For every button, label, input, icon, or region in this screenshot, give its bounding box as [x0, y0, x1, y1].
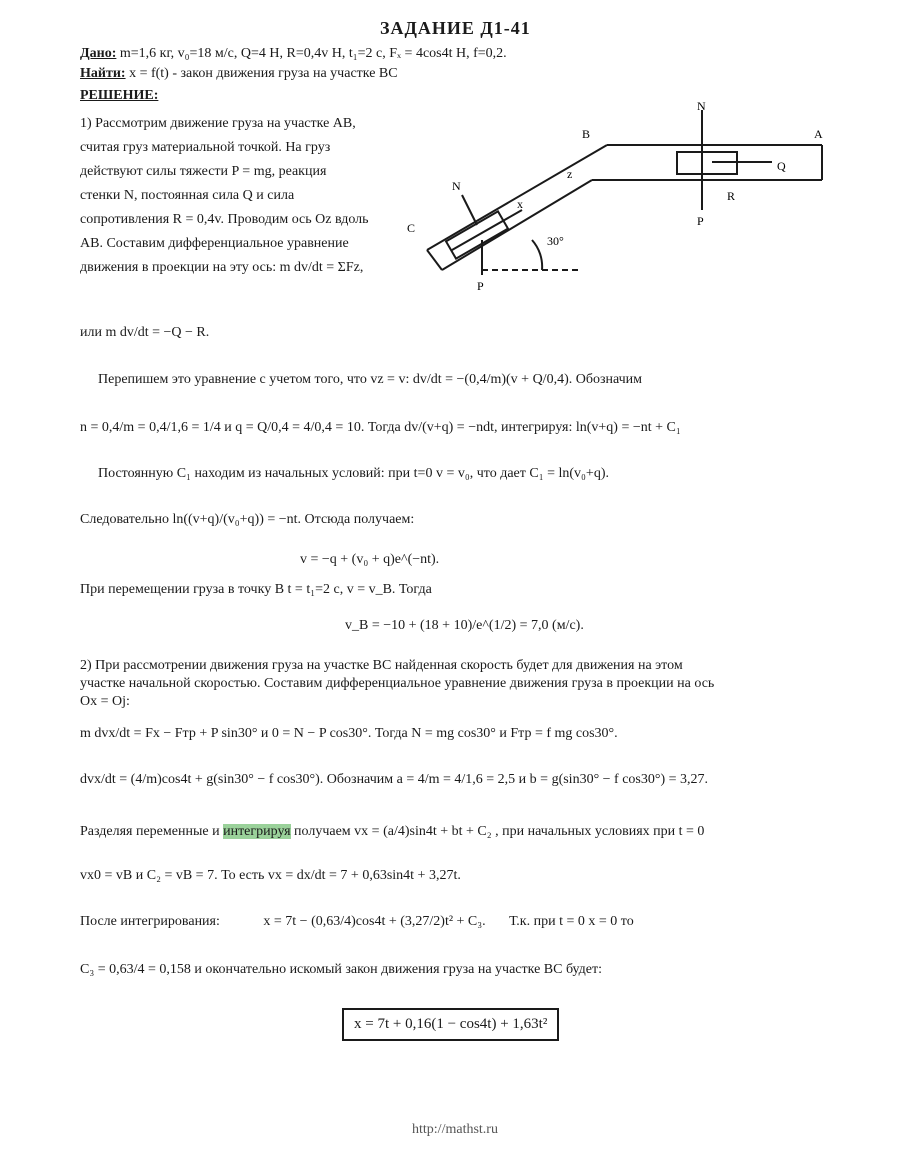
eq-motion2: m dvx/dt = Fx − Fтр + P sin30° и 0 = N − P cos30°. Тогда N = mg cos30° и Fтр = f mg cos30°.	[80, 726, 618, 741]
eq-c2: vx0 = vB и C₂ = vB = 7. То есть vx = dx/dt = 7 + 0,63sin4t + 3,27t.	[80, 868, 461, 883]
label-p-top: P	[697, 214, 704, 228]
eq-after-mid: x = 7t − (0,63/4)cos4t + (3,27/2)t² + C₃.	[263, 914, 486, 929]
label-a: A	[814, 127, 823, 141]
eq-integrate-line	[80, 824, 704, 840]
incline-figure	[382, 100, 832, 315]
incline-end-line	[427, 250, 442, 270]
find-label: Найти:	[80, 66, 126, 81]
given-line	[80, 46, 507, 62]
part1-paragraph: 1) Рассмотрим движение груза на участке AB, считая груз материальной точкой. На груз действуют силы тяжести P = mg, реакция стенки N, постоянная сила Q и сила сопротивления R = 0,4v. Проводим ось Oz вдоль AB. Составим дифференциальное уравнение движения в проекции на эту ось: m dv/dt = ΣFz,	[80, 116, 369, 275]
label-z: z	[567, 167, 573, 181]
label-angle: 30°	[547, 234, 564, 248]
footer-url: http://mathst.ru	[412, 1122, 498, 1137]
find-text: x = f(t) - закон движения груза на участке BC	[129, 66, 398, 81]
label-c: C	[407, 221, 416, 235]
find-line	[80, 66, 398, 82]
eq-v: v = −q + (v₀ + q)e^(−nt).	[300, 552, 440, 567]
eq-vb: v_B = −10 + (18 + 10)/e^(1/2) = 7,0 (м/с).	[345, 618, 584, 633]
eq-after-tail: Т.к. при t = 0 x = 0 то	[509, 914, 634, 929]
eq-hence: Следовательно ln((v+q)/(v₀+q)) = −nt. Отсюда получаем:	[80, 512, 415, 527]
eq-after-pre: После интегрирования:	[80, 914, 220, 929]
given-text: m=1,6 кг, v₀=18 м/с, Q=4 Н, R=0,4v Н, t₁=2 с, Fₓ = 4cos4t Н, f=0,2.	[119, 46, 507, 61]
part2-line1: 2) При рассмотрении движения груза на участке BC найденная скорость будет для движения на этом	[80, 658, 683, 673]
label-x: x	[517, 197, 523, 211]
incline-bottom-line	[442, 180, 592, 270]
label-n-incline: N	[452, 179, 461, 193]
page-title: ЗАДАНИЕ Д1-41	[380, 18, 531, 38]
eq-after-line	[80, 914, 634, 930]
eq-or: или m dv/dt = −Q − R.	[80, 325, 210, 340]
eq-define: n = 0,4/m = 0,4/1,6 = 1/4 и q = Q/0,4 = 4/0,4 = 10. Тогда dv/(v+q) = −ndt, интегрируя: ln(v+q) = −nt + C₁	[80, 420, 681, 435]
part2-line2: участке начальной скоростью. Составим дифференциальное уравнение движения груза в проекции на ось	[80, 676, 715, 691]
label-b: B	[582, 127, 591, 141]
given-label: Дано:	[80, 46, 117, 61]
eq-rewrite: Перепишем это уравнение с учетом того, что vz = v: dv/dt = −(0,4/m)(v + Q/0,4). Обозначим	[98, 372, 643, 387]
eq-integrate-post: получаем vx = (a/4)sin4t + bt + C₂ , при начальных условиях при t = 0	[294, 824, 705, 839]
eq-integrate-pre: Разделяя переменные и	[80, 824, 220, 839]
label-r: R	[727, 189, 736, 203]
highlighted-word: интегрируя	[223, 824, 291, 839]
label-n-top: N	[697, 100, 706, 113]
label-p-incline: P	[477, 279, 484, 293]
label-q: Q	[777, 159, 786, 173]
eq-dvx: dvx/dt = (4/m)cos4t + g(sin30° − f cos30°). Обозначим a = 4/m = 4/1,6 = 2,5 и b = g(sin30° − f cos30°) = 3,27.	[80, 772, 709, 787]
eq-const: Постоянную C₁ находим из начальных условий: при t=0 v = v₀, что дает C₁ = ln(v₀+q).	[98, 466, 609, 481]
eq-pointb: При перемещении груза в точку B t = t₁=2 с, v = v_B. Тогда	[80, 582, 432, 597]
answer-box: x = 7t + 0,16(1 − cos4t) + 1,63t²	[342, 1008, 559, 1041]
solution-label: РЕШЕНИЕ:	[80, 88, 159, 103]
part2-line3: Ox = Oj:	[80, 694, 130, 709]
n-force-line	[462, 195, 477, 225]
eq-c3: C₃ = 0,63/4 = 0,158 и окончательно искомый закон движения груза на участке BC будет:	[80, 962, 603, 977]
angle-arc	[532, 240, 542, 270]
